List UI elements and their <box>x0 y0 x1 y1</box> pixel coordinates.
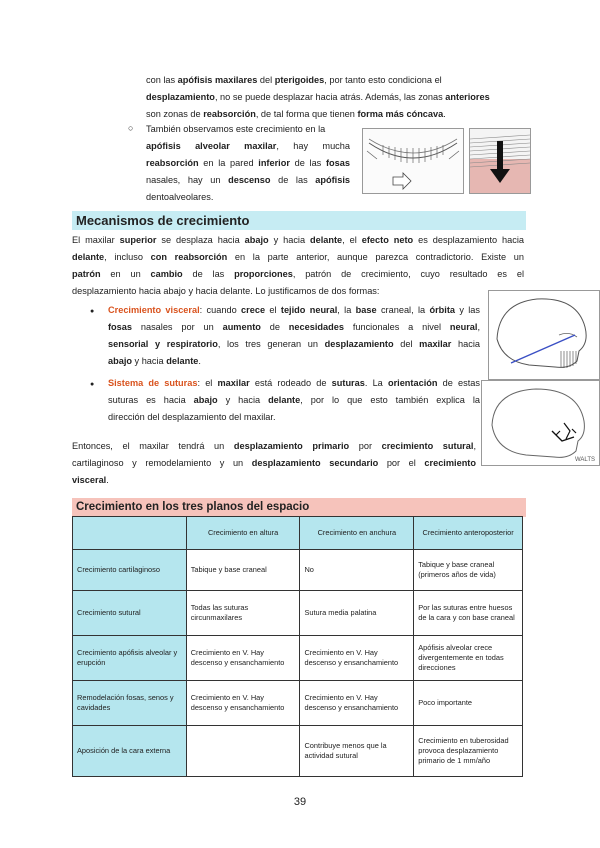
table-cell: Crecimiento en tuberosidad provoca desplazamiento primario de 1 mm/año <box>414 726 523 777</box>
table-cell: Crecimiento en V. Hay descenso y ensanchamiento <box>300 636 414 681</box>
suturas-item-text: Sistema de suturas: el maxilar está rodeado de suturas. La orientación de estas suturas es hacia abajo y hacia delante, por lo que esto también explica la dirección del desplazamiento del maxilar. <box>108 378 480 422</box>
table-cell: Tabique y base craneal <box>186 550 300 591</box>
dot-bullet-icon: ● <box>90 381 95 388</box>
table-header-cell: Crecimiento anteroposterior <box>414 517 523 550</box>
descent-drawing <box>470 129 530 193</box>
table-header-cell <box>73 517 187 550</box>
table-row <box>73 681 523 726</box>
dot-bullet-icon: ● <box>90 308 95 315</box>
figure-label: WALTS <box>574 457 595 463</box>
palate-drawing <box>363 129 463 193</box>
table-cell <box>186 726 300 777</box>
growth-planes-table <box>72 516 523 777</box>
circle-bullet-icon: ○ <box>128 123 134 133</box>
table-row <box>73 636 523 681</box>
table-cell: Crecimiento en V. Hay descenso y ensanchamiento <box>300 681 414 726</box>
skull-visceral-drawing <box>489 291 599 379</box>
table-cell: Poco importante <box>414 681 523 726</box>
intro-line-1: con las apófisis maxilares del pterigoides, por tanto esto condiciona el <box>146 75 442 85</box>
table-row-header: Aposición de la cara externa <box>73 726 187 777</box>
table-cell: Apófisis alveolar crece divergentemente en todas direcciones <box>414 636 523 681</box>
table-row <box>73 550 523 591</box>
skull-visceral-figure <box>488 290 600 380</box>
visceral-item-text: Crecimiento visceral: cuando crece el tejido neural, la base craneal, la órbita y las fosas nasales por un aumento de necesidades funcionales a nivel neural, sensorial y respiratorio, los tres generan un desplazamiento del maxilar hacia abajo y hacia delante. <box>108 305 481 366</box>
table-row <box>73 591 523 636</box>
table-row-header: Crecimiento apófisis alveolar y erupción <box>73 636 187 681</box>
intro-line-2: desplazamiento, no se puede desplazar hacia atrás. Además, las zonas anteriores <box>146 92 490 102</box>
table-row-header: Remodelación fosas, senos y cavidades <box>73 681 187 726</box>
intro-line-3: son zonas de reabsorción, de tal forma que tienen forma más cóncava. <box>146 109 446 119</box>
mecanismos-paragraph: El maxilar superior se desplaza hacia abajo y hacia delante, el efecto neto es desplazamiento hacia delante, incluso con reabsorción en la parte anterior, aunque parezca contradictorio. Existe un patrón en un cambio de las proporciones, patrón de crecimiento, cuyo resultado es el desplazamiento hacia abajo y hacia delante. Lo justificamos de dos formas: <box>72 235 525 296</box>
table-cell: Por las suturas entre huesos de la cara y con base craneal <box>414 591 523 636</box>
table-header-cell: Crecimiento en altura <box>186 517 300 550</box>
skull-suturas-figure <box>481 380 600 466</box>
section-heading-planos: Crecimiento en los tres planos del espacio <box>72 498 526 517</box>
table-header-cell: Crecimiento en anchura <box>300 517 414 550</box>
table-row <box>73 726 523 777</box>
skull-suturas-drawing <box>482 381 599 465</box>
conclusion-paragraph: Entonces, el maxilar tendrá un desplazamiento primario por crecimiento sutural, cartilaginoso y remodelamiento y un desplazamiento secundario por el crecimiento visceral. <box>72 441 476 485</box>
table-header-row <box>73 517 523 550</box>
table-cell: Tabique y base craneal (primeros años de vida) <box>414 550 523 591</box>
table-cell: Crecimiento en V. Hay descenso y ensanchamiento <box>186 681 300 726</box>
table-cell: Contribuye menos que la actividad sutural <box>300 726 414 777</box>
table-cell: Sutura media palatina <box>300 591 414 636</box>
table-cell: No <box>300 550 414 591</box>
section-heading-mecanismos: Mecanismos de crecimiento <box>72 211 526 230</box>
table-row-header: Crecimiento cartilaginoso <box>73 550 187 591</box>
palate-figure <box>362 128 464 194</box>
alveolar-item-text: También observamos este crecimiento en la apófisis alveolar maxilar, hay mucha reabsorción en la pared inferior de las fosas nasales, hay un descenso de las apófisis dentoalveolares. <box>146 124 350 202</box>
descent-figure <box>469 128 531 194</box>
page-number: 39 <box>293 796 307 808</box>
table-cell: Crecimiento en V. Hay descenso y ensanchamiento <box>186 636 300 681</box>
table-row-header: Crecimiento sutural <box>73 591 187 636</box>
table-cell: Todas las suturas circunmaxilares <box>186 591 300 636</box>
